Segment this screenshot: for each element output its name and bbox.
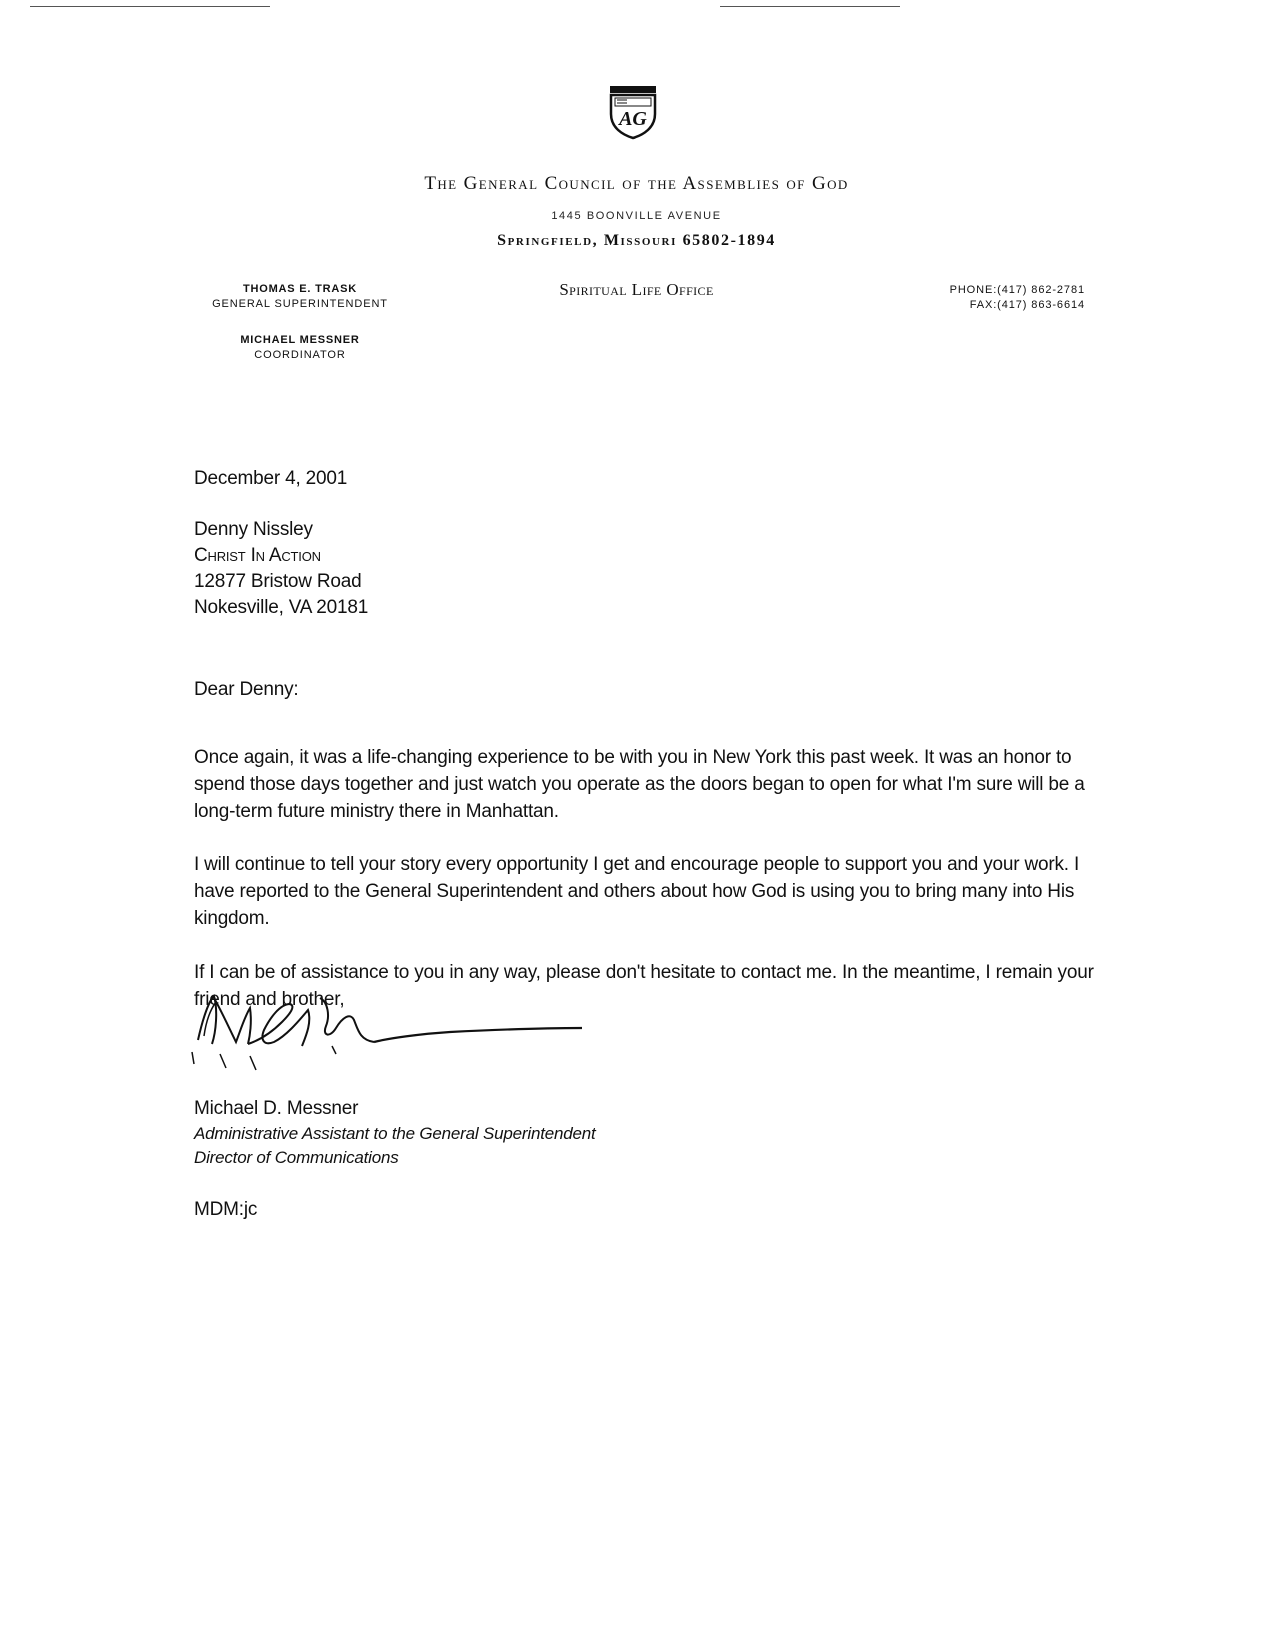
signer-title: Administrative Assistant to the General Superintendent [194, 1124, 596, 1143]
assemblies-of-god-logo-icon [605, 84, 661, 140]
svg-text:AG: AG [619, 108, 647, 130]
official-title: COORDINATOR [254, 349, 346, 361]
official-title: GENERAL SUPERINTENDENT [212, 298, 388, 310]
recipient-name: Denny Nissley [194, 519, 313, 540]
phone-number: PHONE:(417) 862-2781 [949, 284, 1085, 296]
letter-date: December 4, 2001 [194, 468, 348, 489]
recipient-address [194, 517, 1094, 621]
official-coordinator [180, 333, 420, 363]
fax-number: FAX:(417) 863-6614 [969, 299, 1085, 311]
official-name: MICHAEL MESSNER [240, 334, 360, 346]
reference-initials: MDM:jc [194, 1199, 258, 1220]
signer-name: Michael D. Messner [194, 1098, 359, 1119]
recipient-city: Nokesville, VA 20181 [194, 597, 369, 618]
organization-city: Springfield, Missouri 65802-1894 [497, 232, 776, 249]
handwritten-signature-icon [190, 992, 610, 1092]
recipient-organization: Christ In Action [194, 545, 321, 566]
signer-title: Director of Communications [194, 1148, 399, 1167]
contact-info [950, 283, 1085, 313]
office-name: Spiritual Life Office [559, 280, 714, 299]
scan-artifact-line [30, 6, 270, 7]
body-paragraph: If I can be of assistance to you in any way, please don't hesitate to contact me. In the meantime, I remain your friend and brother, [194, 962, 1094, 1010]
salutation: Dear Denny: [194, 679, 299, 700]
official-name: THOMAS E. TRASK [242, 283, 358, 295]
organization-name: The General Council of the Assemblies of God [424, 173, 849, 194]
recipient-street: 12877 Bristow Road [194, 571, 362, 592]
organization-street: 1445 BOONVILLE AVENUE [551, 210, 722, 222]
body-paragraph: I will continue to tell your story every opportunity I get and encourage people to support you and your work. I have reported to the General Superintendent and others about how God is using you to bring many into His kingdom. [194, 854, 1080, 929]
body-paragraph: Once again, it was a life-changing experience to be with you in New York this past week. It was an honor to spend those days together and just watch you operate as the doors began to open for what I'm sure will be a long-term future ministry there in Manhattan. [194, 747, 1085, 822]
scan-artifact-line [720, 6, 900, 7]
